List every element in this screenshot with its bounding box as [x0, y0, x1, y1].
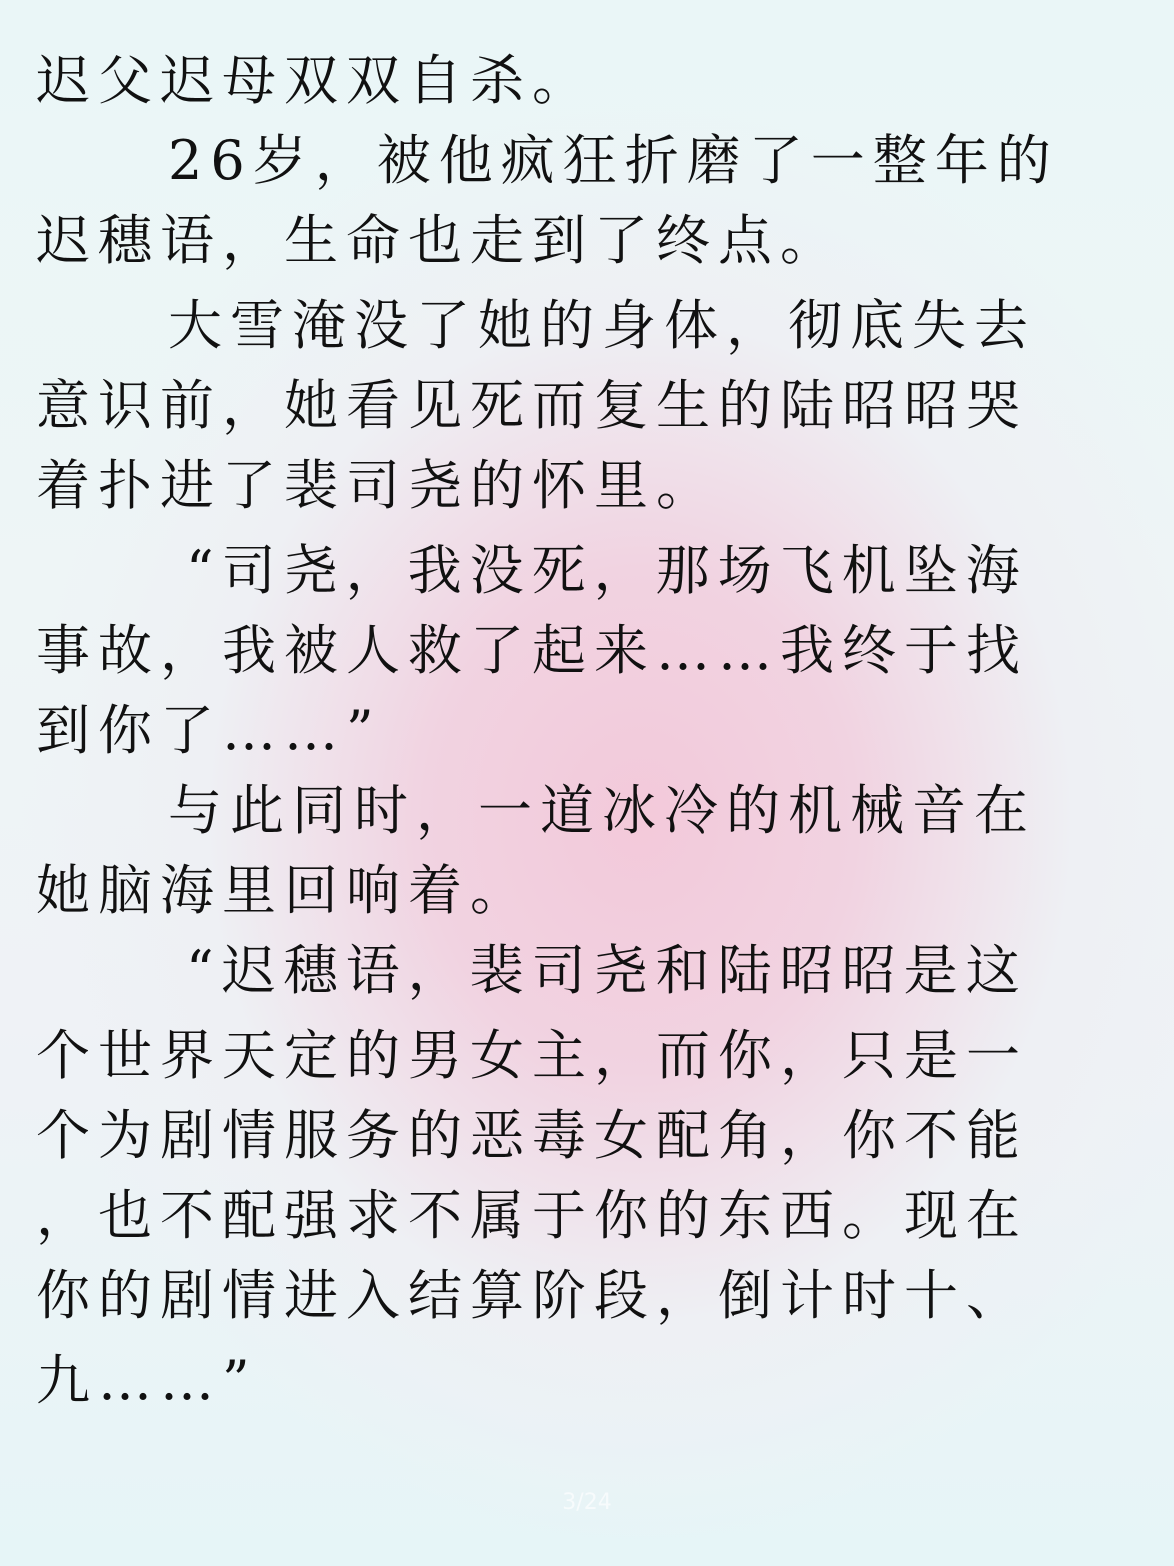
text-line: 你的剧情进入结算阶段，倒计时十、: [36, 1264, 1028, 1327]
text-line: 26岁，被他疯狂折磨了一整年的: [168, 129, 1059, 192]
text-line: “迟穗语，裴司尧和陆昭昭是这: [186, 939, 1028, 1002]
text-line: ，也不配强求不属于你的东西。现在: [36, 1184, 1028, 1247]
text-line: 她脑海里回响着。: [36, 859, 532, 922]
page-indicator: 3/24: [562, 1490, 612, 1515]
text-line: 九……”: [36, 1349, 258, 1412]
text-line: 到你了……”: [36, 699, 382, 762]
text-line: 个为剧情服务的恶毒女配角，你不能: [36, 1104, 1028, 1167]
text-line: 着扑进了裴司尧的怀里。: [36, 454, 718, 517]
text-line: 大雪淹没了她的身体，彻底失去: [168, 294, 1036, 357]
text-line: 迟穗语，生命也走到了终点。: [36, 209, 842, 272]
text-line: 与此同时，一道冰冷的机械音在: [168, 779, 1036, 842]
text-line: 个世界天定的男女主，而你，只是一: [36, 1024, 1028, 1087]
text-line: 迟父迟母双双自杀。: [36, 49, 594, 112]
text-line: “司尧，我没死，那场飞机坠海: [186, 539, 1028, 602]
text-line: 事故，我被人救了起来……我终于找: [36, 619, 1028, 682]
text-line: 意识前，她看见死而复生的陆昭昭哭: [36, 374, 1028, 437]
